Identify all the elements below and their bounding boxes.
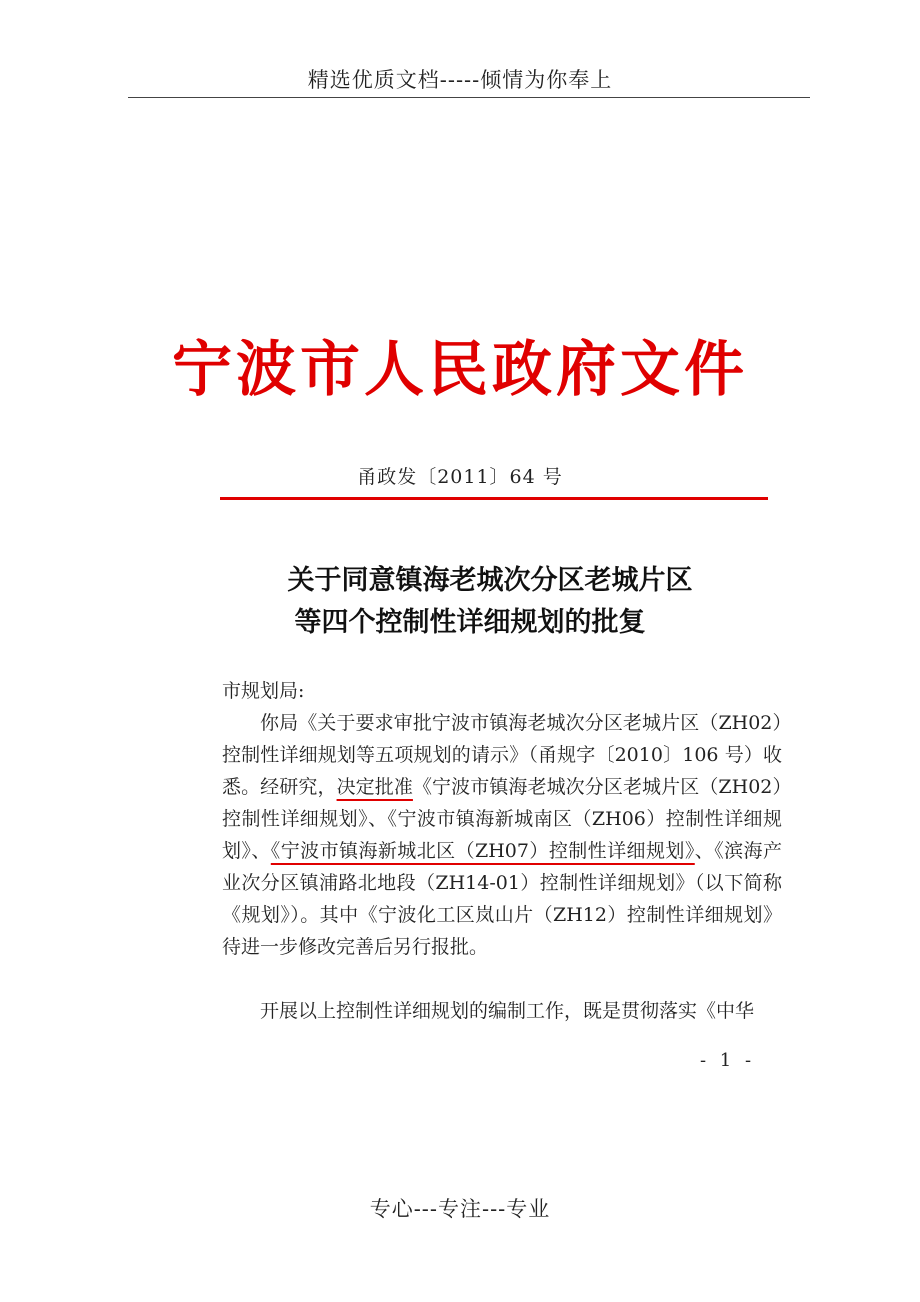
underlined-decision: 决定批准 — [336, 776, 413, 798]
header-rule — [128, 97, 810, 98]
page-number: - 1 - — [700, 1050, 756, 1071]
salutation: 市规划局: — [222, 680, 305, 702]
para1-part-3: 、《滨海产业次分区镇浦路北地段（ZH14-01）控制性详细规划》（以下简称《规划》）。其中《宁波化工区岚山片（ZH12）控制性详细规划》待进一步修改完善后另行报批。 — [222, 840, 782, 958]
underlined-plan-name: 《宁波市镇海新城北区（ZH07）控制性详细规划》 — [270, 840, 695, 862]
body-paragraph-2: 开展以上控制性详细规划的编制工作，既是贯彻落实《中华 — [260, 1000, 755, 1022]
red-divider-line — [220, 497, 768, 500]
document-title-line-1: 关于同意镇海老城次分区老城片区 — [287, 565, 693, 596]
para1-part-2: 《宁波市镇海老城次分区老城片区（ZH02）控制性详细规划》、《宁波市镇海新城南区（ZH06）控制性详细规划》、 — [222, 776, 782, 862]
document-number: 甬政发〔2011〕64 号 — [357, 466, 563, 488]
page-header: 精选优质文档-----倾情为你奉上 — [307, 68, 613, 92]
para1-part-1: 你局《关于要求审批宁波市镇海老城次分区老城片区（ZH02）控制性详细规划等五项规划的请示》（甬规字〔2010〕106 号）收悉。经研究， — [222, 712, 782, 798]
document-title-line-2: 等四个控制性详细规划的批复 — [294, 607, 646, 638]
body-paragraph-1 — [222, 707, 782, 963]
page-footer: 专心---专注---专业 — [369, 1197, 551, 1221]
issuing-authority-title: 宁波市人民政府文件 — [172, 335, 748, 405]
